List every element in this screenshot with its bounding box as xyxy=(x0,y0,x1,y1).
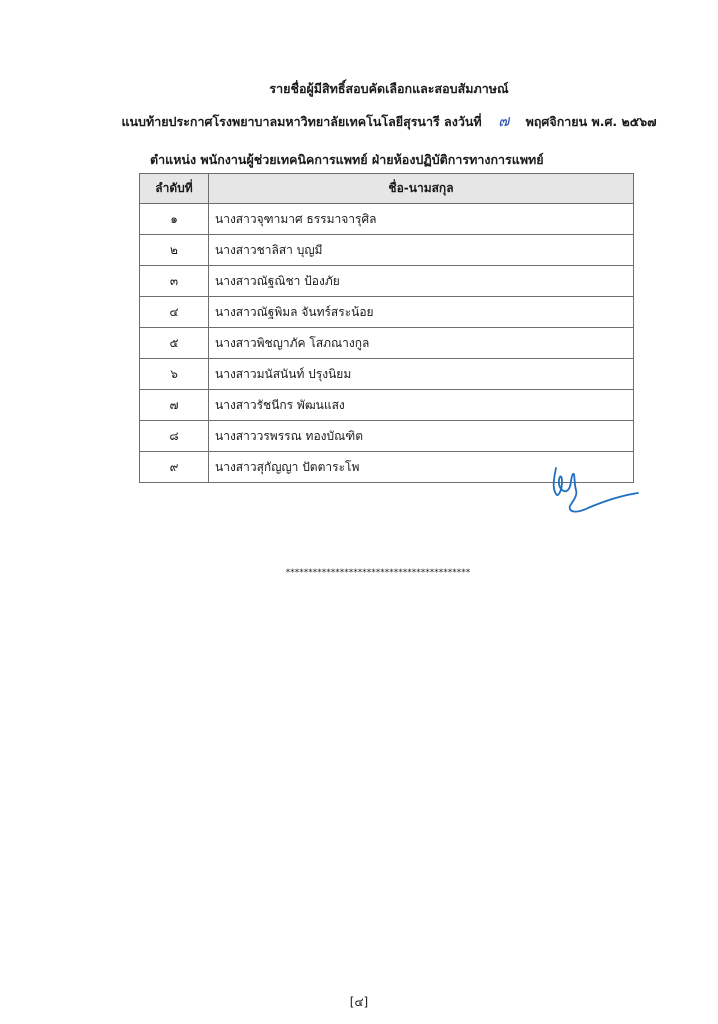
subtitle-after-date: พฤศจิกายน พ.ศ. ๒๕๖๗ xyxy=(525,114,657,129)
row-number: ๔ xyxy=(140,297,209,328)
row-name: นางสาววรพรรณ ทองบัณฑิต xyxy=(209,421,634,452)
table-row xyxy=(140,328,634,359)
page-number: [๔] xyxy=(349,995,369,1009)
signature-mark xyxy=(542,460,642,520)
table-row xyxy=(140,297,634,328)
row-name: นางสาวชาลิสา บุญมี xyxy=(209,235,634,266)
document-subtitle xyxy=(30,109,718,133)
row-number: ๘ xyxy=(140,421,209,452)
row-number: ๒ xyxy=(140,235,209,266)
table-row xyxy=(140,266,634,297)
divider-asterisks: ***************************************** xyxy=(285,568,471,578)
table-row xyxy=(140,204,634,235)
row-number: ๖ xyxy=(140,359,209,390)
position-heading: ตำแหน่ง พนักงานผู้ช่วยเทคนิคการแพทย์ ฝ่ายห้องปฏิบัติการทางการแพทย์ xyxy=(150,152,544,167)
subtitle-before-date: แนบท้ายประกาศโรงพยาบาลมหาวิทยาลัยเทคโนโลยีสุรนารี ลงวันที่ xyxy=(121,114,482,129)
row-name: นางสาวรัชนีกร พัฒนแสง xyxy=(209,390,634,421)
document-title: รายชื่อผู้มีสิทธิ์สอบคัดเลือกและสอบสัมภาษณ์ xyxy=(269,81,509,96)
row-number: ๕ xyxy=(140,328,209,359)
handwritten-day: ๗ xyxy=(497,111,510,131)
table-row xyxy=(140,235,634,266)
row-number: ๙ xyxy=(140,452,209,483)
row-name: นางสาวสุกัญญา ปัตตาระโพ xyxy=(209,452,634,483)
signature-stroke xyxy=(554,468,638,512)
table-row xyxy=(140,421,634,452)
table-row xyxy=(140,390,634,421)
table-row xyxy=(140,359,634,390)
row-name: นางสาวจุฑามาศ ธรรมาจารุศิล xyxy=(209,204,634,235)
header-full-name: ชื่อ-นามสกุล xyxy=(209,174,634,204)
candidates-table xyxy=(139,173,634,483)
row-number: ๑ xyxy=(140,204,209,235)
header-order-number: ลำดับที่ xyxy=(140,174,209,204)
row-name: นางสาวณัฐพิมล จันทร์สระน้อย xyxy=(209,297,634,328)
row-name: นางสาวมนัสนันท์ ปรุงนิยม xyxy=(209,359,634,390)
row-number: ๓ xyxy=(140,266,209,297)
row-number: ๗ xyxy=(140,390,209,421)
row-name: นางสาวพิชญาภัค โสภณางกูล xyxy=(209,328,634,359)
row-name: นางสาวณัฐณิชา ป้องภัย xyxy=(209,266,634,297)
table-header-row xyxy=(140,174,634,204)
